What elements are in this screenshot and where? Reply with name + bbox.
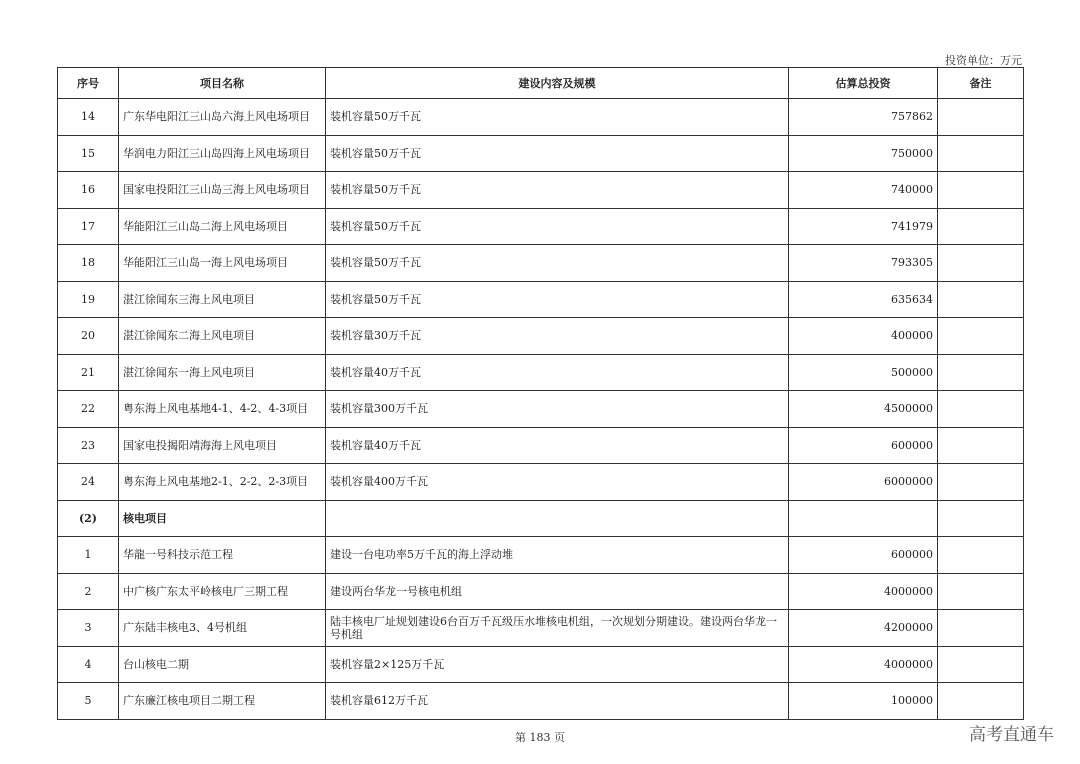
table-row xyxy=(58,281,1024,318)
cell-no: 19 xyxy=(58,281,119,318)
cell-remark xyxy=(938,354,1024,391)
cell-investment: 100000 xyxy=(789,683,938,720)
table-row xyxy=(58,646,1024,683)
cell-content: 装机容量2×125万千瓦 xyxy=(326,646,789,683)
cell-remark xyxy=(938,646,1024,683)
header-name: 项目名称 xyxy=(119,68,326,99)
cell-no: 21 xyxy=(58,354,119,391)
cell-project-name: 国家电投揭阳靖海海上风电项目 xyxy=(119,427,326,464)
table-row xyxy=(58,318,1024,355)
project-table xyxy=(57,67,1024,720)
section-empty-cell xyxy=(938,500,1024,537)
table-header-row xyxy=(58,68,1024,99)
cell-project-name: 华龍一号科技示范工程 xyxy=(119,537,326,574)
section-row xyxy=(58,500,1024,537)
cell-remark xyxy=(938,99,1024,136)
cell-no: 16 xyxy=(58,172,119,209)
cell-investment: 600000 xyxy=(789,427,938,464)
cell-remark xyxy=(938,573,1024,610)
cell-content: 装机容量40万千瓦 xyxy=(326,354,789,391)
cell-project-name: 广东华电阳江三山岛六海上风电场项目 xyxy=(119,99,326,136)
header-no: 序号 xyxy=(58,68,119,99)
cell-investment: 741979 xyxy=(789,208,938,245)
cell-remark xyxy=(938,537,1024,574)
table-row xyxy=(58,537,1024,574)
cell-project-name: 湛江徐闻东三海上风电项目 xyxy=(119,281,326,318)
cell-investment: 4000000 xyxy=(789,573,938,610)
cell-content: 装机容量50万千瓦 xyxy=(326,135,789,172)
cell-investment: 635634 xyxy=(789,281,938,318)
header-remark: 备注 xyxy=(938,68,1024,99)
cell-content: 建设一台电功率5万千瓦的海上浮动堆 xyxy=(326,537,789,574)
cell-remark xyxy=(938,683,1024,720)
cell-content: 装机容量400万千瓦 xyxy=(326,464,789,501)
cell-investment: 793305 xyxy=(789,245,938,282)
table-row xyxy=(58,683,1024,720)
cell-investment: 600000 xyxy=(789,537,938,574)
cell-project-name: 湛江徐闻东一海上风电项目 xyxy=(119,354,326,391)
cell-no: 5 xyxy=(58,683,119,720)
table-row xyxy=(58,135,1024,172)
table-row xyxy=(58,99,1024,136)
page-number: 第 183 页 xyxy=(515,731,565,744)
cell-investment: 750000 xyxy=(789,135,938,172)
cell-investment: 740000 xyxy=(789,172,938,209)
cell-investment: 4000000 xyxy=(789,646,938,683)
section-no: (2) xyxy=(58,500,119,537)
cell-remark xyxy=(938,391,1024,428)
section-empty-cell xyxy=(326,500,789,537)
cell-content: 装机容量50万千瓦 xyxy=(326,281,789,318)
cell-content: 装机容量40万千瓦 xyxy=(326,427,789,464)
cell-content: 装机容量50万千瓦 xyxy=(326,245,789,282)
investment-unit-note: 投资单位：万元 xyxy=(945,54,1022,67)
cell-content: 陆丰核电厂址规划建设6台百万千瓦级压水堆核电机组，一次规划分期建设。建设两台华龙一号机组 xyxy=(326,610,789,647)
cell-content: 装机容量300万千瓦 xyxy=(326,391,789,428)
cell-project-name: 台山核电二期 xyxy=(119,646,326,683)
cell-project-name: 华润电力阳江三山岛四海上风电场项目 xyxy=(119,135,326,172)
cell-investment: 757862 xyxy=(789,99,938,136)
cell-no: 23 xyxy=(58,427,119,464)
table-body xyxy=(58,99,1024,720)
cell-remark xyxy=(938,610,1024,647)
cell-content: 装机容量50万千瓦 xyxy=(326,208,789,245)
cell-no: 14 xyxy=(58,99,119,136)
cell-no: 4 xyxy=(58,646,119,683)
table-row xyxy=(58,354,1024,391)
table-row xyxy=(58,208,1024,245)
cell-no: 24 xyxy=(58,464,119,501)
cell-project-name: 广东廉江核电项目二期工程 xyxy=(119,683,326,720)
cell-project-name: 湛江徐闻东二海上风电项目 xyxy=(119,318,326,355)
cell-no: 1 xyxy=(58,537,119,574)
section-empty-cell xyxy=(789,500,938,537)
cell-remark xyxy=(938,427,1024,464)
cell-remark xyxy=(938,245,1024,282)
cell-project-name: 粤东海上风电基地2-1、2-2、2-3项目 xyxy=(119,464,326,501)
cell-investment: 500000 xyxy=(789,354,938,391)
cell-project-name: 中广核广东太平岭核电厂三期工程 xyxy=(119,573,326,610)
cell-no: 2 xyxy=(58,573,119,610)
cell-project-name: 国家电投阳江三山岛三海上风电场项目 xyxy=(119,172,326,209)
table-row xyxy=(58,427,1024,464)
cell-content: 建设两台华龙一号核电机组 xyxy=(326,573,789,610)
cell-no: 18 xyxy=(58,245,119,282)
header-content: 建设内容及规模 xyxy=(326,68,789,99)
cell-content: 装机容量612万千瓦 xyxy=(326,683,789,720)
cell-no: 3 xyxy=(58,610,119,647)
cell-no: 17 xyxy=(58,208,119,245)
cell-no: 22 xyxy=(58,391,119,428)
table-row xyxy=(58,610,1024,647)
cell-project-name: 广东陆丰核电3、4号机组 xyxy=(119,610,326,647)
table-row xyxy=(58,245,1024,282)
cell-remark xyxy=(938,464,1024,501)
cell-remark xyxy=(938,172,1024,209)
cell-project-name: 华能阳江三山岛二海上风电场项目 xyxy=(119,208,326,245)
cell-content: 装机容量50万千瓦 xyxy=(326,99,789,136)
cell-project-name: 华能阳江三山岛一海上风电场项目 xyxy=(119,245,326,282)
section-title: 核电项目 xyxy=(119,500,326,537)
table-row xyxy=(58,464,1024,501)
cell-remark xyxy=(938,135,1024,172)
cell-investment: 4200000 xyxy=(789,610,938,647)
table-row xyxy=(58,573,1024,610)
table-row xyxy=(58,172,1024,209)
cell-remark xyxy=(938,281,1024,318)
cell-remark xyxy=(938,208,1024,245)
cell-no: 20 xyxy=(58,318,119,355)
cell-content: 装机容量50万千瓦 xyxy=(326,172,789,209)
header-investment: 估算总投资 xyxy=(789,68,938,99)
watermark-text: 高考直通车 xyxy=(969,725,1054,745)
cell-remark xyxy=(938,318,1024,355)
cell-content: 装机容量30万千瓦 xyxy=(326,318,789,355)
cell-investment: 6000000 xyxy=(789,464,938,501)
cell-no: 15 xyxy=(58,135,119,172)
cell-project-name: 粤东海上风电基地4-1、4-2、4-3项目 xyxy=(119,391,326,428)
table-row xyxy=(58,391,1024,428)
cell-investment: 400000 xyxy=(789,318,938,355)
cell-investment: 4500000 xyxy=(789,391,938,428)
